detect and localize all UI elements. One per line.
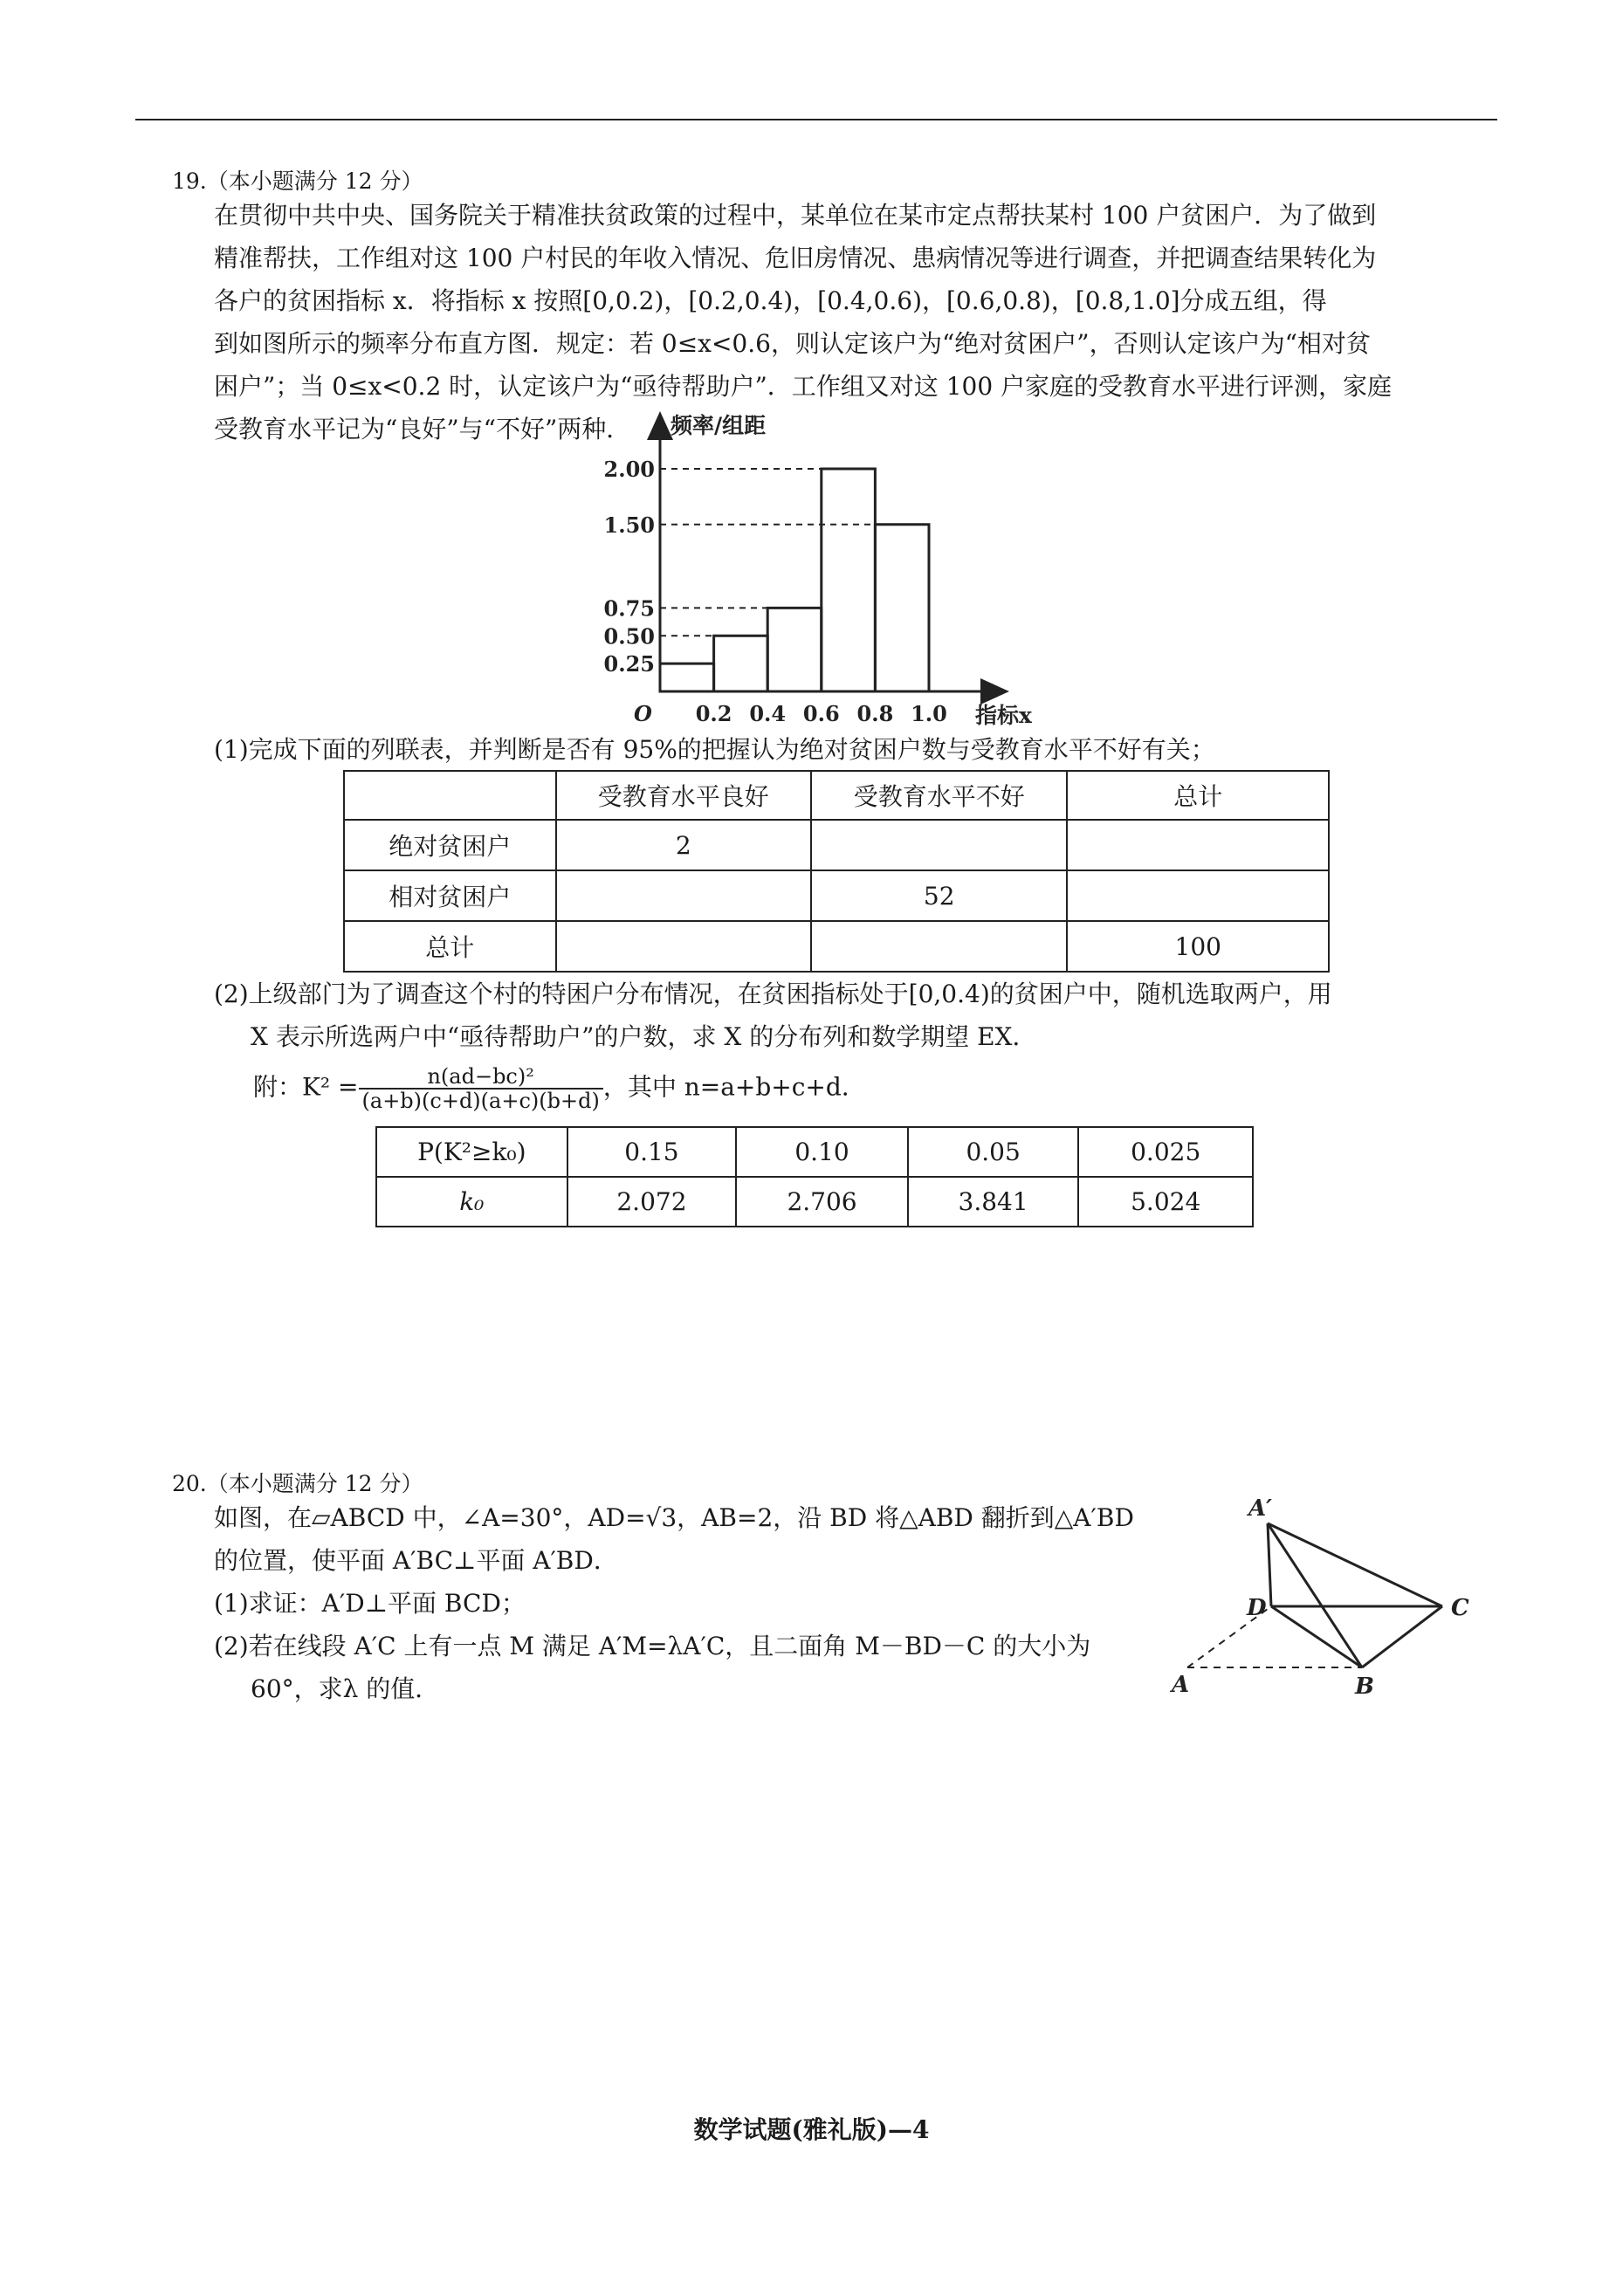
q19-part1	[214, 728, 1215, 771]
q19-header: 19.（本小题满分 12 分）	[172, 168, 423, 194]
histogram-bar	[822, 469, 876, 691]
edge-c-b	[1362, 1606, 1442, 1667]
table-row	[344, 771, 1329, 820]
q20-text	[214, 1496, 1134, 1710]
label-a-prime: A′	[1248, 1495, 1273, 1522]
table-cell	[811, 921, 1067, 972]
histogram-bar	[714, 636, 768, 691]
q19-part1-text: (1)完成下面的列联表，并判断是否有 95%的把握认为绝对贫困户数与受教育水平不好有关；	[214, 735, 1215, 764]
x-tick-label: 0.4	[749, 701, 787, 726]
table-cell: 受教育水平良好	[556, 771, 811, 820]
q20-line: (1)求证：A′D⊥平面 BCD；	[214, 1589, 526, 1618]
y-tick-label: 0.75	[603, 595, 655, 622]
q19-intro-line: 在贯彻中共中央、国务院关于精准扶贫政策的过程中，某单位在某市定点帮扶某村 100 户贫困户．为了做到	[214, 201, 1377, 230]
table-cell	[344, 771, 556, 820]
formula-denominator: (a+b)(c+d)(a+c)(b+d)	[361, 1089, 600, 1113]
table-row	[344, 870, 1329, 921]
frequency-histogram	[594, 410, 1048, 733]
label-d: D	[1247, 1595, 1267, 1621]
table-cell: 受教育水平不好	[811, 771, 1067, 820]
q19-intro-line: 困户”；当 0≤x<0.2 时，认定该户为“亟待帮助户”．工作组又对这 100 户家庭的受教育水平进行评测，家庭	[214, 372, 1393, 401]
table-row	[376, 1177, 1253, 1227]
q20-line: (2)若在线段 A′C 上有一点 M 满足 A′M=λA′C，且二面角 M－BD－C 的大小为	[214, 1632, 1091, 1660]
table-cell: k₀	[376, 1177, 567, 1227]
label-c: C	[1451, 1595, 1469, 1621]
label-b: B	[1355, 1674, 1374, 1700]
table-row	[344, 820, 1329, 870]
origin-label: O	[634, 701, 652, 726]
histogram-bar	[875, 525, 929, 691]
page-footer: 数学试题(雅礼版)—4	[693, 2115, 930, 2144]
x-tick-label: 0.8	[856, 701, 894, 726]
formula-suffix: ，其中 n=a+b+c+d．	[602, 1072, 866, 1102]
q20-line: 60°，求λ 的值．	[251, 1674, 440, 1703]
table-cell	[1067, 870, 1329, 921]
table-cell: 5.024	[1078, 1177, 1253, 1227]
formula-fraction	[359, 1065, 603, 1112]
edge-a-prime-d	[1268, 1523, 1271, 1606]
table-cell	[556, 870, 811, 921]
x-tick-label: 0.6	[802, 701, 840, 726]
table-cell: P(K²≥k₀)	[376, 1127, 567, 1177]
y-axis-label: 频率/组距	[671, 413, 767, 438]
q19-intro-line: 各户的贫困指标 x．将指标 x 按照[0,0.2)，[0.2,0.4)，[0.4,0.6)，[0.6,0.8)，[0.8,1.0]分成五组，得	[214, 286, 1327, 315]
table-cell: 相对贫困户	[344, 870, 556, 921]
table-row	[344, 921, 1329, 972]
edge-d-b	[1271, 1606, 1362, 1667]
y-tick-label: 2.00	[603, 457, 655, 482]
table-cell: 0.05	[908, 1127, 1079, 1177]
table-cell: 100	[1067, 921, 1329, 972]
top-rule	[135, 119, 1497, 120]
q19-part2-line: X 表示所选两户中“亟待帮助户”的户数，求 X 的分布列和数学期望 EX．	[251, 1022, 1037, 1051]
q19-intro-line: 精准帮扶，工作组对这 100 户村民的年收入情况、危旧房情况、患病情况等进行调查，并把调查结果转化为	[214, 244, 1377, 272]
formula-numerator: n(ad−bc)²	[359, 1065, 603, 1090]
table-cell: 0.025	[1078, 1127, 1253, 1177]
y-tick-label: 0.50	[603, 623, 655, 650]
q20-header: 20.（本小题满分 12 分）	[172, 1471, 423, 1496]
table-cell: 0.15	[567, 1127, 737, 1177]
table-row	[376, 1127, 1253, 1177]
q19-intro-line: 到如图所示的频率分布直方图．规定：若 0≤x<0.6，则认定该户为“绝对贫困户”，否则认定该户为“相对贫	[214, 329, 1371, 358]
table-cell	[556, 921, 811, 972]
critical-value-table	[375, 1126, 1254, 1227]
table-cell: 总计	[344, 921, 556, 972]
x-tick-label: 0.2	[695, 701, 732, 726]
folded-parallelogram-figure	[1161, 1484, 1502, 1711]
x-tick-label: 1.0	[911, 701, 947, 726]
q20-line: 如图，在▱ABCD 中，∠A=30°，AD=√3，AB=2，沿 BD 将△ABD 翻折到△A′BD	[214, 1503, 1134, 1532]
k2-formula	[253, 1065, 866, 1112]
table-cell: 绝对贫困户	[344, 820, 556, 870]
q19-intro-line: 受教育水平记为“良好”与“不好”两种．	[214, 415, 631, 443]
table-cell: 0.10	[736, 1127, 908, 1177]
histogram-bar	[767, 608, 822, 691]
table-cell	[811, 820, 1067, 870]
y-tick-label: 0.25	[603, 651, 655, 677]
table-cell: 总计	[1067, 771, 1329, 820]
q19-part2-line: (2)上级部门为了调查这个村的特困户分布情况，在贫困指标处于[0,0.4)的贫困户中，随机选取两户，用	[214, 980, 1332, 1008]
table-cell: 52	[811, 870, 1067, 921]
y-tick-label: 1.50	[603, 512, 655, 538]
histogram-bar	[660, 663, 714, 691]
table-cell	[1067, 820, 1329, 870]
table-cell: 2.072	[567, 1177, 737, 1227]
q19-part2	[214, 973, 1332, 1058]
table-cell: 2	[556, 820, 811, 870]
table-cell: 3.841	[908, 1177, 1079, 1227]
table-cell: 2.706	[736, 1177, 908, 1227]
formula-prefix: 附：K² =	[253, 1072, 359, 1102]
q20-line: 的位置，使平面 A′BC⊥平面 A′BD．	[214, 1546, 618, 1575]
contingency-table	[343, 770, 1330, 973]
label-a: A	[1172, 1672, 1190, 1698]
x-axis-label: 指标x	[975, 703, 1032, 728]
